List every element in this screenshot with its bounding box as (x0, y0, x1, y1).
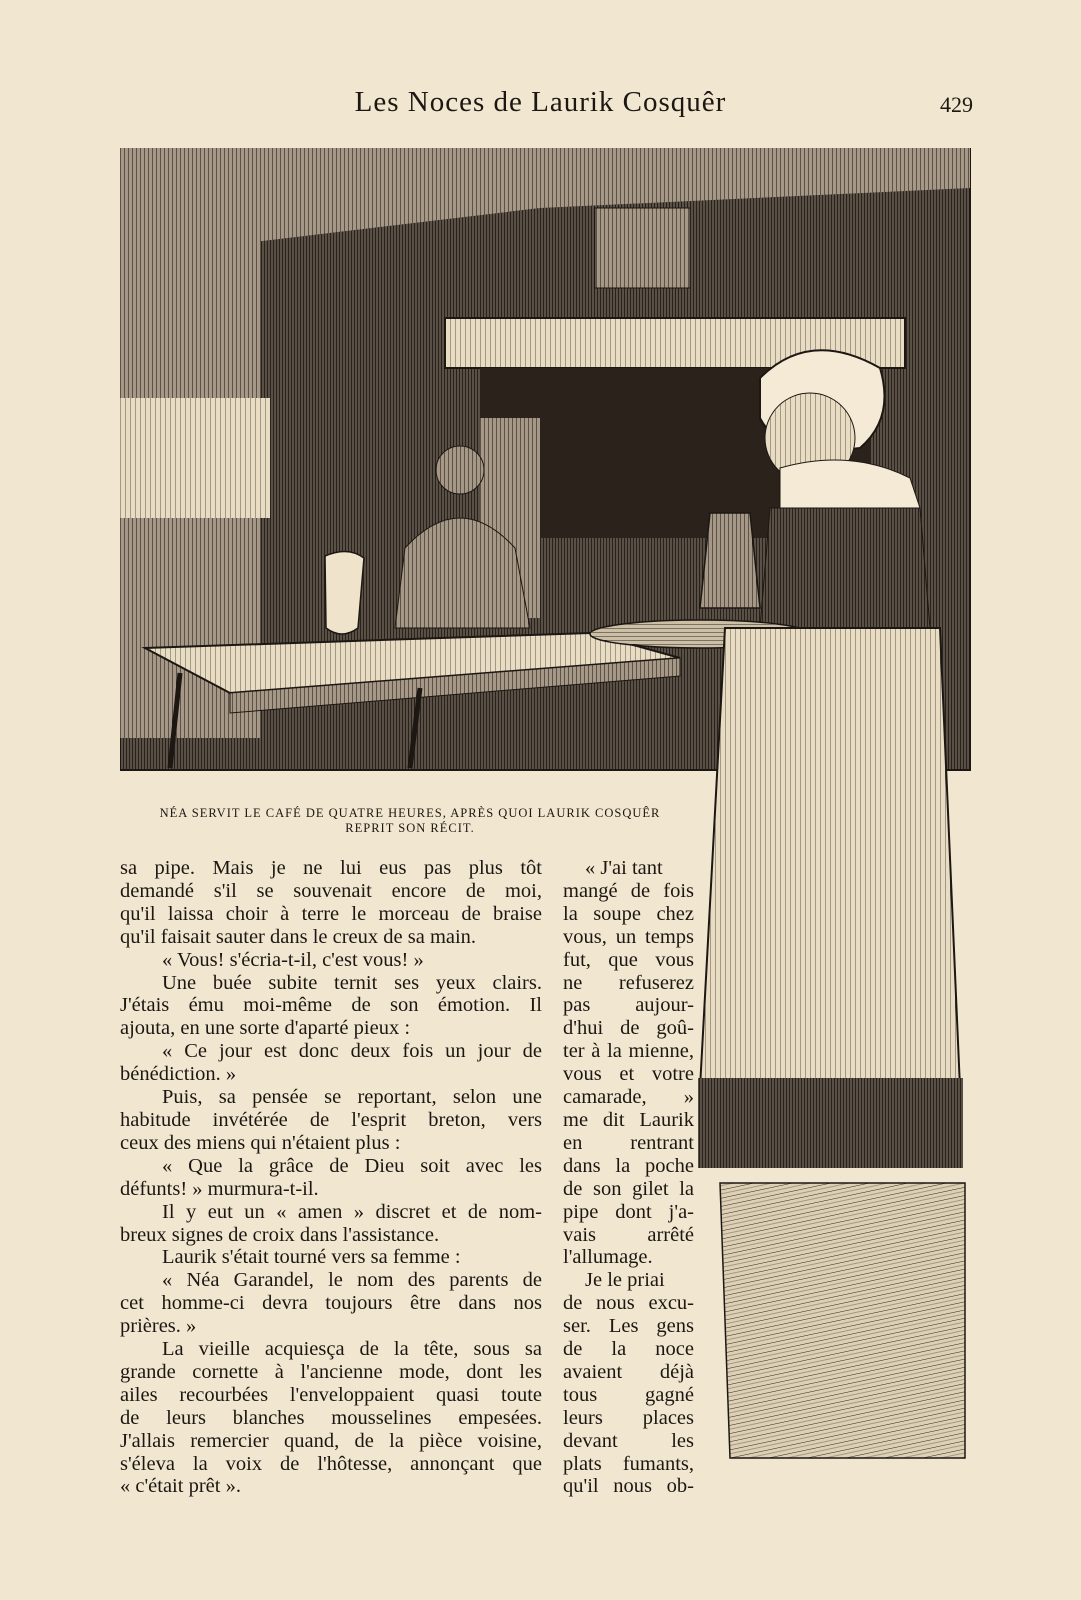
text-line: de leurs blanches mousselines empesées. (120, 1406, 542, 1429)
text-line: pas aujour- (563, 994, 694, 1017)
text-line: d'hui de goû- (563, 1017, 694, 1040)
figure-caption (122, 806, 698, 836)
text-line: mangé de fois (563, 879, 694, 902)
text-line: « c'était prêt ». (120, 1475, 241, 1498)
text-line: de la noce (563, 1338, 694, 1361)
text-line: devant les (563, 1429, 694, 1452)
text-line: qu'il nous ob- (563, 1475, 694, 1498)
text-line: sa pipe. Mais je ne lui eus pas plus tôt (120, 857, 542, 879)
left-text-column (120, 857, 542, 1498)
text-line: défunts! » murmura-t-il. (120, 1177, 319, 1200)
text-line: Puis, sa pensée se reportant, selon une (162, 1086, 542, 1109)
text-line: prières. » (120, 1315, 197, 1338)
text-line: vous et votre (563, 1063, 694, 1086)
text-line: grande cornette à l'ancienne mode, dont les (120, 1360, 542, 1383)
page-title: Les Noces de Laurik Cosquêr (354, 86, 727, 118)
text-line: Je le priai (585, 1269, 665, 1292)
text-line: s'éleva la voix de l'hôtesse, annonçant que (120, 1452, 542, 1475)
text-line: Laurik s'était tourné vers sa femme : (162, 1246, 461, 1269)
text-line: de son gilet la (563, 1177, 694, 1200)
text-line: bénédiction. » (120, 1063, 237, 1086)
text-line: leurs places (563, 1406, 694, 1429)
text-line: qu'il laissa choir à terre le morceau de braise (120, 902, 542, 925)
text-line: « Que la grâce de Dieu soit avec les (162, 1154, 542, 1177)
page-number: 429 (940, 92, 973, 117)
text-line: Il y eut un « amen » discret et de nom- (162, 1200, 542, 1223)
text-line: de nous excu- (563, 1292, 694, 1315)
text-line: demandé s'il se souvenait encore de moi, (120, 879, 542, 902)
caption-line-2: REPRIT SON RÉCIT. (345, 821, 475, 835)
text-line: fut, que vous (563, 948, 694, 971)
text-line: en rentrant (563, 1131, 694, 1154)
text-line: la soupe chez (563, 902, 694, 925)
text-line: Une buée subite ternit ses yeux clairs. (162, 971, 542, 994)
text-line: « J'ai tant (585, 857, 663, 879)
text-line: avaient déjà (563, 1360, 694, 1383)
text-line: ne refuserez (563, 971, 694, 994)
text-line: pipe dont j'a- (563, 1200, 694, 1223)
text-line: La vieille acquiesça de la tête, sous sa (162, 1338, 542, 1361)
text-line: l'allumage. (563, 1246, 653, 1269)
caption-line-1: NÉA SERVIT LE CAFÉ DE QUATRE HEURES, APRÈS QUOI LAURIK COSQUÊR (159, 806, 661, 820)
text-line: ajouta, en une sorte d'aparté pieux : (120, 1017, 411, 1040)
text-line: vais arrêté (563, 1223, 694, 1246)
text-line: ter à la mienne, (563, 1040, 694, 1063)
text-line: habitude invétérée de l'esprit breton, vers (120, 1108, 542, 1131)
text-line: ailes recourbées l'enveloppaient quasi toute (120, 1383, 542, 1406)
text-line: « Vous! s'écria-t-il, c'est vous! » (162, 948, 424, 971)
text-line: J'allais remercier quand, de la pièce voisine, (120, 1429, 542, 1452)
text-line: « Néa Garandel, le nom des parents de (162, 1269, 542, 1292)
text-line: ceux des miens qui n'étaient plus : (120, 1131, 401, 1154)
text-line: camarade, » (563, 1086, 694, 1109)
text-line: « Ce jour est donc deux fois un jour de (162, 1040, 542, 1063)
text-line: dans la poche (563, 1154, 694, 1177)
narrow-text-column (563, 857, 694, 1498)
text-line: plats fumants, (563, 1452, 694, 1475)
text-line: cet homme-ci devra toujours être dans nos (120, 1292, 542, 1315)
text-line: breux signes de croix dans l'assistance. (120, 1223, 440, 1246)
text-line: ser. Les gens (563, 1315, 694, 1338)
text-line: tous gagné (563, 1383, 694, 1406)
text-line: vous, un temps (563, 925, 694, 948)
text-line: me dit Laurik (563, 1108, 694, 1131)
text-line: J'étais ému moi-même de son émotion. Il (120, 994, 542, 1017)
text-line: qu'il faisait sauter dans le creux de sa main. (120, 925, 477, 948)
